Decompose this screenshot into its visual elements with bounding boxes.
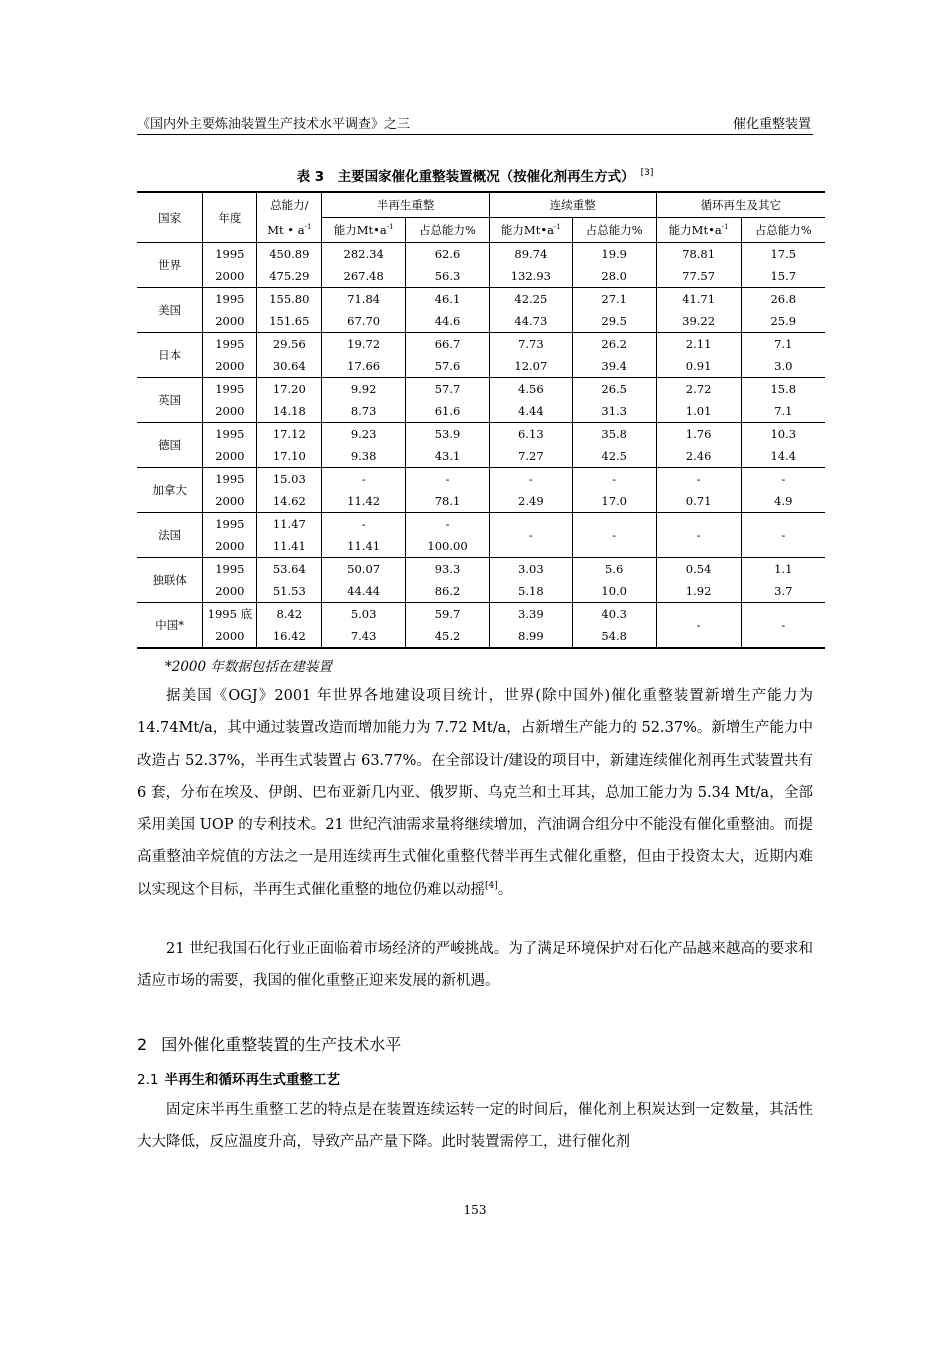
cell-cyc-pct: 10.3 bbox=[741, 423, 825, 446]
section-heading bbox=[137, 1032, 401, 1055]
cell-cont-cap: 132.93 bbox=[489, 265, 572, 288]
cell-cyc-pct: 3.0 bbox=[741, 355, 825, 378]
cell-cyc-pct: 15.7 bbox=[741, 265, 825, 288]
cell-year: 1995 bbox=[203, 378, 257, 401]
cell-cyc-cap: 2.11 bbox=[656, 333, 741, 356]
col-head-total: 总能力/ bbox=[257, 192, 322, 218]
cell-semi-pct: 59.7 bbox=[406, 603, 490, 626]
table-title-ref: [3] bbox=[640, 168, 654, 178]
cell-total: 14.62 bbox=[257, 490, 322, 513]
cell-cyc-cap: - bbox=[656, 603, 741, 649]
cell-semi-pct: 61.6 bbox=[406, 400, 490, 423]
table-row bbox=[137, 243, 825, 266]
section-title: 国外催化重整装置的生产技术水平 bbox=[161, 1035, 402, 1054]
col-head-cyc-share: 占总能力% bbox=[741, 218, 825, 243]
cell-total: 16.42 bbox=[257, 625, 322, 648]
cell-cyc-cap: 1.92 bbox=[656, 580, 741, 603]
cell-total: 17.10 bbox=[257, 445, 322, 468]
col-head-cyclic: 循环再生及其它 bbox=[656, 192, 825, 218]
cell-semi-pct: 45.2 bbox=[406, 625, 490, 648]
cell-total: 53.64 bbox=[257, 558, 322, 581]
cell-cont-pct: 28.0 bbox=[572, 265, 656, 288]
subsection-title: 半再生和循环再生式重整工艺 bbox=[164, 1072, 340, 1088]
cell-semi-cap: 11.41 bbox=[322, 535, 406, 558]
cell-semi-cap: 11.42 bbox=[322, 490, 406, 513]
cell-cont-pct: - bbox=[572, 513, 656, 558]
cell-year: 2000 bbox=[203, 310, 257, 333]
col-head-semi-share: 占总能力% bbox=[406, 218, 490, 243]
cell-semi-pct: 46.1 bbox=[406, 288, 490, 311]
cell-semi-cap: 50.07 bbox=[322, 558, 406, 581]
cell-cyc-pct: - bbox=[741, 513, 825, 558]
table-row bbox=[137, 310, 825, 333]
cell-year: 2000 bbox=[203, 445, 257, 468]
cell-semi-pct: - bbox=[406, 468, 490, 491]
cell-semi-cap: 19.72 bbox=[322, 333, 406, 356]
cell-semi-pct: 100.00 bbox=[406, 535, 490, 558]
cell-year: 1995 bbox=[203, 243, 257, 266]
cell-semi-cap: - bbox=[322, 468, 406, 491]
cell-cyc-pct: - bbox=[741, 468, 825, 491]
cell-total: 151.65 bbox=[257, 310, 322, 333]
cell-country: 世界 bbox=[137, 243, 203, 288]
col-head-total-unit: Mt • $a^{-1}$ bbox=[257, 218, 322, 243]
col-head-year: 年度 bbox=[203, 192, 257, 243]
cell-cont-pct: 39.4 bbox=[572, 355, 656, 378]
cell-cont-cap: 3.39 bbox=[489, 603, 572, 626]
section-number: 2 bbox=[137, 1035, 148, 1054]
table-row bbox=[137, 603, 825, 626]
table-row bbox=[137, 288, 825, 311]
cell-country: 中国* bbox=[137, 603, 203, 649]
header-series-title: 《国内外主要炼油装置生产技术水平调查》之三 bbox=[137, 117, 411, 132]
col-head-semi-cap: 能力$Mt•a^{-1}$ bbox=[322, 218, 406, 243]
cell-semi-pct: 44.6 bbox=[406, 310, 490, 333]
cell-semi-cap: - bbox=[322, 513, 406, 536]
col-head-cyc-cap: 能力$Mt•a^{-1}$ bbox=[656, 218, 741, 243]
table-row bbox=[137, 265, 825, 288]
cell-cyc-cap: 1.01 bbox=[656, 400, 741, 423]
cell-cyc-cap: 77.57 bbox=[656, 265, 741, 288]
cell-cont-cap: 12.07 bbox=[489, 355, 572, 378]
cell-cyc-pct: 25.9 bbox=[741, 310, 825, 333]
cell-cont-cap: 89.74 bbox=[489, 243, 572, 266]
cell-cont-cap: 5.18 bbox=[489, 580, 572, 603]
cell-total: 11.47 bbox=[257, 513, 322, 536]
cell-semi-pct: 57.6 bbox=[406, 355, 490, 378]
cell-year: 1995 bbox=[203, 333, 257, 356]
cell-cyc-pct: 26.8 bbox=[741, 288, 825, 311]
cell-year: 2000 bbox=[203, 625, 257, 648]
cell-total: 14.18 bbox=[257, 400, 322, 423]
cell-cont-pct: 19.9 bbox=[572, 243, 656, 266]
cell-country: 日本 bbox=[137, 333, 203, 378]
cell-year: 2000 bbox=[203, 355, 257, 378]
cell-total: 51.53 bbox=[257, 580, 322, 603]
table-title bbox=[137, 165, 813, 185]
cell-cyc-pct: 4.9 bbox=[741, 490, 825, 513]
subsection-heading bbox=[137, 1068, 340, 1088]
cell-cyc-pct: - bbox=[741, 603, 825, 649]
cell-semi-cap: 7.43 bbox=[322, 625, 406, 648]
cell-year: 1995 bbox=[203, 558, 257, 581]
cell-cont-cap: 2.49 bbox=[489, 490, 572, 513]
cell-total: 29.56 bbox=[257, 333, 322, 356]
cell-total: 30.64 bbox=[257, 355, 322, 378]
cell-cont-pct: 26.5 bbox=[572, 378, 656, 401]
cell-cyc-pct: 7.1 bbox=[741, 400, 825, 423]
cell-cont-cap: 42.25 bbox=[489, 288, 572, 311]
cell-total: 15.03 bbox=[257, 468, 322, 491]
cell-cyc-cap: 78.81 bbox=[656, 243, 741, 266]
cell-cont-pct: 29.5 bbox=[572, 310, 656, 333]
cell-cont-cap: 4.56 bbox=[489, 378, 572, 401]
cell-total: 8.42 bbox=[257, 603, 322, 626]
cell-semi-pct: 66.7 bbox=[406, 333, 490, 356]
cell-cont-cap: 7.27 bbox=[489, 445, 572, 468]
table-row bbox=[137, 423, 825, 446]
cell-year: 2000 bbox=[203, 535, 257, 558]
cell-cyc-cap: 41.71 bbox=[656, 288, 741, 311]
cell-cont-pct: 27.1 bbox=[572, 288, 656, 311]
cell-year: 1995 bbox=[203, 513, 257, 536]
paragraph-china-outlook: 21 世纪我国石化行业正面临着市场经济的严峻挑战。为了满足环境保护对石化产品越来越高的要求和适应市场的需要，我国的催化重整正迎来发展的新机遇。 bbox=[137, 941, 813, 990]
subsection-number: 2.1 bbox=[137, 1072, 159, 1088]
cell-cont-pct: 40.3 bbox=[572, 603, 656, 626]
cell-cont-pct: 10.0 bbox=[572, 580, 656, 603]
cell-cyc-cap: 0.71 bbox=[656, 490, 741, 513]
table-row bbox=[137, 558, 825, 581]
cell-cont-cap: 4.44 bbox=[489, 400, 572, 423]
col-head-cont-share: 占总能力% bbox=[572, 218, 656, 243]
citation-ref: [4] bbox=[485, 880, 498, 891]
paragraph-ogj-statistics: 据美国《OGJ》2001 年世界各地建设项目统计，世界(除中国外)催化重整装置新增生产能力为 14.74Mt/a，其中通过装置改造而增加能力为 7.72 Mt/a，占新增生产能力的 52.37%。新增生产能力中改造占 52.37%，半再生式装置占 63.77%。在全部设计/建设的项目中，新建连续催化剂再生式装置共有 6 套，分布在埃及、伊朗、巴布亚新几内亚、俄罗斯、乌克兰和土耳其，总加工能力为 5.34 Mt/a，全部采用美国 UOP 的专利技术。21 世纪汽油需求量将继续增加，汽油调合组分中不能没有催化重整油。而提高重整油辛烷值的方法之一是用连续再生式催化重整代替半再生式催化重整，但由于投资太大，近期内难以实现这个目标，半再生式催化重整的地位仍难以动摇[4]。 bbox=[137, 688, 813, 898]
col-head-cont-cap: 能力$Mt•a^{-1}$ bbox=[489, 218, 572, 243]
reformer-capacity-table bbox=[137, 191, 825, 649]
page-number: 153 bbox=[463, 1203, 487, 1217]
cell-country: 法国 bbox=[137, 513, 203, 558]
cell-semi-cap: 9.23 bbox=[322, 423, 406, 446]
table-row bbox=[137, 513, 825, 536]
cell-semi-pct: 78.1 bbox=[406, 490, 490, 513]
cell-cont-pct: 31.3 bbox=[572, 400, 656, 423]
table-row bbox=[137, 355, 825, 378]
table-row bbox=[137, 333, 825, 356]
cell-semi-cap: 44.44 bbox=[322, 580, 406, 603]
cell-cont-cap: 7.73 bbox=[489, 333, 572, 356]
cell-semi-pct: 43.1 bbox=[406, 445, 490, 468]
cell-semi-pct: 62.6 bbox=[406, 243, 490, 266]
cell-cont-cap: - bbox=[489, 468, 572, 491]
cell-semi-pct: 56.3 bbox=[406, 265, 490, 288]
table-row bbox=[137, 468, 825, 491]
header-chapter-title: 催化重整装置 bbox=[732, 117, 811, 132]
cell-cyc-cap: 0.91 bbox=[656, 355, 741, 378]
table-title-text: 表 3 主要国家催化重整装置概况（按催化剂再生方式） bbox=[296, 169, 635, 185]
cell-total: 11.41 bbox=[257, 535, 322, 558]
cell-country: 加拿大 bbox=[137, 468, 203, 513]
cell-semi-pct: 57.7 bbox=[406, 378, 490, 401]
cell-cont-cap: 6.13 bbox=[489, 423, 572, 446]
cell-cyc-cap: 39.22 bbox=[656, 310, 741, 333]
cell-semi-pct: - bbox=[406, 513, 490, 536]
cell-cont-cap: 44.73 bbox=[489, 310, 572, 333]
cell-year: 1995 bbox=[203, 423, 257, 446]
cell-semi-cap: 67.70 bbox=[322, 310, 406, 333]
cell-cont-cap: 8.99 bbox=[489, 625, 572, 648]
cell-cyc-cap: 2.46 bbox=[656, 445, 741, 468]
cell-cyc-pct: 15.8 bbox=[741, 378, 825, 401]
col-head-semi-regen: 半再生重整 bbox=[322, 192, 490, 218]
cell-year: 2000 bbox=[203, 400, 257, 423]
cell-year: 1995 底 bbox=[203, 603, 257, 626]
cell-semi-cap: 5.03 bbox=[322, 603, 406, 626]
cell-total: 450.89 bbox=[257, 243, 322, 266]
cell-cont-cap: 3.03 bbox=[489, 558, 572, 581]
table-row bbox=[137, 400, 825, 423]
cell-cont-pct: - bbox=[572, 468, 656, 491]
cell-cyc-cap: - bbox=[656, 468, 741, 491]
cell-semi-cap: 9.92 bbox=[322, 378, 406, 401]
cell-total: 475.29 bbox=[257, 265, 322, 288]
table-row bbox=[137, 490, 825, 513]
table-row bbox=[137, 445, 825, 468]
cell-cont-cap: - bbox=[489, 513, 572, 558]
cell-country: 德国 bbox=[137, 423, 203, 468]
cell-cyc-cap: 1.76 bbox=[656, 423, 741, 446]
cell-total: 17.12 bbox=[257, 423, 322, 446]
col-head-country: 国家 bbox=[137, 192, 203, 243]
cell-year: 2000 bbox=[203, 580, 257, 603]
cell-cyc-cap: 0.54 bbox=[656, 558, 741, 581]
cell-semi-cap: 71.84 bbox=[322, 288, 406, 311]
cell-country: 美国 bbox=[137, 288, 203, 333]
cell-semi-cap: 17.66 bbox=[322, 355, 406, 378]
cell-cyc-cap: - bbox=[656, 513, 741, 558]
cell-semi-cap: 282.34 bbox=[322, 243, 406, 266]
cell-total: 155.80 bbox=[257, 288, 322, 311]
cell-cont-pct: 17.0 bbox=[572, 490, 656, 513]
paragraph-semi-regen-process: 固定床半再生重整工艺的特点是在装置连续运转一定的时间后，催化剂上积炭达到一定数量，其活性大大降低，反应温度升高，导致产品产量下降。此时装置需停工，进行催化剂 bbox=[137, 1102, 813, 1151]
cell-year: 1995 bbox=[203, 288, 257, 311]
cell-semi-pct: 53.9 bbox=[406, 423, 490, 446]
cell-country: 英国 bbox=[137, 378, 203, 423]
cell-cont-pct: 5.6 bbox=[572, 558, 656, 581]
cell-semi-cap: 267.48 bbox=[322, 265, 406, 288]
col-head-continuous: 连续重整 bbox=[489, 192, 656, 218]
cell-cont-pct: 35.8 bbox=[572, 423, 656, 446]
cell-semi-pct: 86.2 bbox=[406, 580, 490, 603]
cell-semi-cap: 9.38 bbox=[322, 445, 406, 468]
cell-cont-pct: 42.5 bbox=[572, 445, 656, 468]
cell-cont-pct: 26.2 bbox=[572, 333, 656, 356]
cell-cont-pct: 54.8 bbox=[572, 625, 656, 648]
cell-cyc-pct: 3.7 bbox=[741, 580, 825, 603]
cell-cyc-pct: 17.5 bbox=[741, 243, 825, 266]
cell-total: 17.20 bbox=[257, 378, 322, 401]
cell-year: 1995 bbox=[203, 468, 257, 491]
table-row bbox=[137, 378, 825, 401]
cell-semi-pct: 93.3 bbox=[406, 558, 490, 581]
cell-cyc-pct: 7.1 bbox=[741, 333, 825, 356]
cell-semi-cap: 8.73 bbox=[322, 400, 406, 423]
cell-year: 2000 bbox=[203, 490, 257, 513]
cell-cyc-pct: 1.1 bbox=[741, 558, 825, 581]
page-header bbox=[137, 110, 813, 135]
table-row bbox=[137, 580, 825, 603]
cell-year: 2000 bbox=[203, 265, 257, 288]
cell-cyc-cap: 2.72 bbox=[656, 378, 741, 401]
table-footnote: *2000 年数据包括在建装置 bbox=[165, 659, 332, 675]
cell-cyc-pct: 14.4 bbox=[741, 445, 825, 468]
cell-country: 独联体 bbox=[137, 558, 203, 603]
